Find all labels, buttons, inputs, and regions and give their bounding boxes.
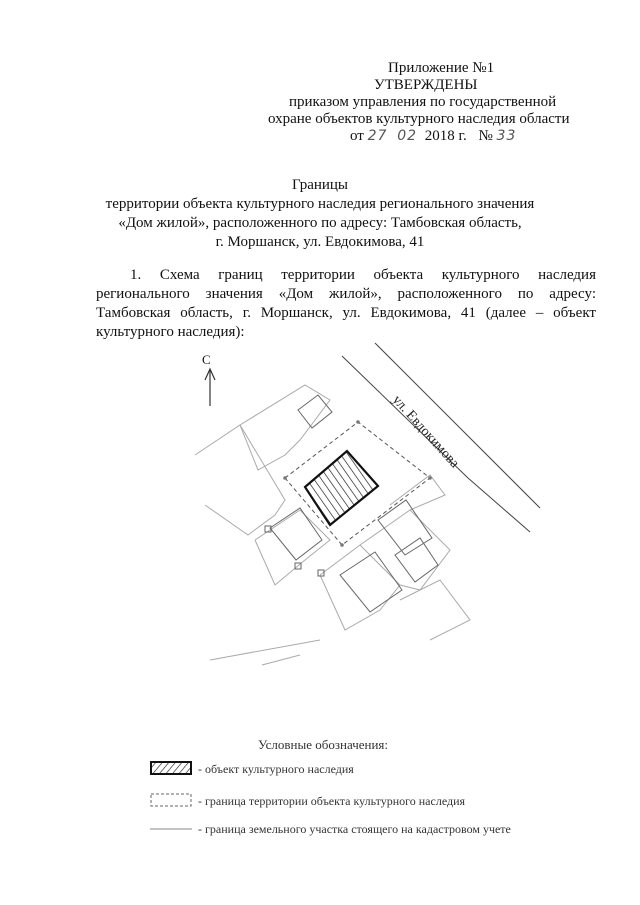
date-month: 02 [397, 128, 418, 144]
date-year: 2018 г. [424, 128, 467, 144]
appendix-label: Приложение №1 [388, 60, 495, 76]
title-borders: Границы [291, 177, 349, 193]
street-label: ул. Евдокимова [389, 392, 462, 472]
legend-boundary-swatch [150, 793, 192, 807]
approved-label: УТВЕРЖДЕНЫ [374, 77, 478, 93]
title-line-4: г. Моршанск, ул. Евдокимова, 41 [215, 234, 425, 250]
number-value: 33 [496, 128, 517, 144]
street-edge-right [375, 343, 540, 508]
date-prefix: от [350, 128, 364, 144]
legend-item-boundary: - граница территории объекта культурного наследия [198, 794, 466, 808]
order-line-1: приказом управления по государственной [289, 94, 557, 110]
paragraph-text-2: регионального значения «Дом жилой», расположенного по адресу: [96, 286, 596, 302]
order-line-2: охране объектов культурного наследия области [268, 111, 570, 127]
legend-heritage-swatch [150, 761, 192, 775]
paragraph-text-1: 1. Схема границ территории объекта культурного наследия [130, 267, 596, 283]
legend-parcel-swatch [150, 826, 192, 832]
north-label: С [202, 352, 211, 367]
paragraph-text-4: культурного наследия): [96, 324, 245, 340]
legend-item-heritage: - объект культурного наследия [198, 762, 354, 776]
legend-title: Условные обозначения: [258, 737, 389, 752]
title-line-2: территории объекта культурного наследия регионального значения [105, 196, 535, 212]
paragraph-text-3: Тамбовская область, г. Моршанск, ул. Евдокимова, 41 (далее – объект [96, 305, 596, 321]
date-day: 27 [367, 128, 388, 144]
legend-item-parcel: - граница земельного участка стоящего на кадастровом учете [198, 822, 511, 836]
title-line-3: «Дом жилой», расположенного по адресу: Тамбовская область, [118, 215, 522, 231]
heritage-object [305, 451, 378, 525]
number-prefix: № [478, 128, 493, 144]
street-edge-left-2 [468, 478, 530, 532]
